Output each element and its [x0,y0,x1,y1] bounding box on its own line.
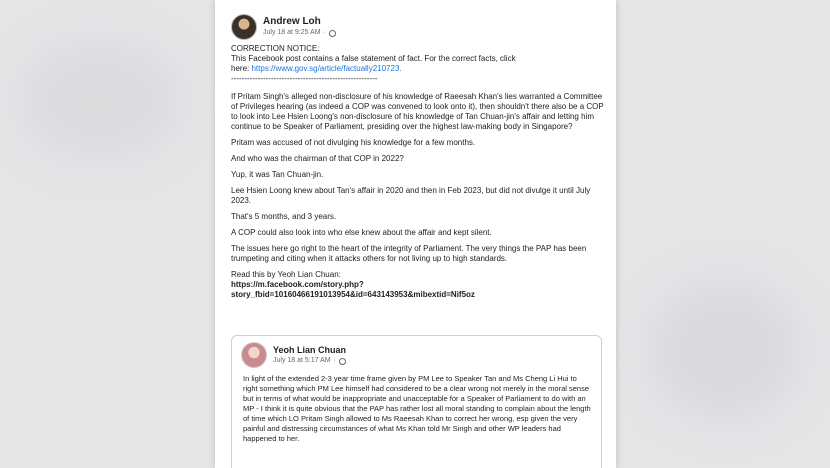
globe-icon [339,358,346,365]
post-paragraph: That's 5 months, and 3 years. [231,212,337,221]
post-paragraph: If Pritam Singh's alleged non-disclosure of his knowledge of Raeesah Khan's lies warranted a Committee of Privileges hearing (as indeed a COP was convened to look onto it), then shouldn't there also be a COP to look into Lee Hsien Loong's non-disclosure of his knowledge of Tan Chuan-jin's affair and letting him continue to be Speaker of Parliament, presiding over the highest law-making body in Singapore? [231,92,604,131]
globe-icon [329,30,336,37]
correction-line: This Facebook post contains a false statement of fact. For the correct facts, click [231,54,516,63]
shared-post[interactable] [231,335,602,468]
shared-author-avatar[interactable] [241,342,267,368]
post-paragraph: Yup, it was Tan Chuan-jin. [231,170,324,179]
shared-post-meta: July 18 at 5:17 AM · [273,356,346,366]
background-blur [20,40,180,160]
post-paragraph: And who was the chairman of that COP in 2022? [231,154,404,163]
shared-post-text: In light of the extended 2-3 year time frame given by PM Lee to Speaker Tan and Ms Cheng Li Hui to right something which PM Lee himself had considered to be a clear wrong not merely in the moral sense but in terms of what would be inappropriate and unacceptable for a Speaker of Parliament to do with an MP - I think it is quite obvious that the PAP has rather lost all moral standing to complain about the length of time which LO Pritam Singh allowed to Ms Raeesah Khan to correct her wrong, esp given the very painful and distressing circumstances of what Ms Khan told Mr Singh and other WP leaders had happened to her. [243,374,591,443]
post-body [231,44,605,306]
correction-link[interactable]: https://www.gov.sg/article/factually210723. [251,64,402,73]
author-avatar[interactable] [231,14,257,40]
background-blur [650,280,800,420]
post-timestamp[interactable]: July 18 at 9:25 AM [263,29,321,36]
correction-here: here: [231,64,250,73]
post-paragraph: A COP could also look into who else knew about the affair and kept silent. [231,228,492,237]
read-this-label: Read this by Yeoh Lian Chuan: [231,270,341,279]
post-paragraph: Lee Hsien Loong knew about Tan's affair in 2020 and then in Feb 2023, but did not divulge it until July 2023. [231,186,591,205]
facebook-post-card [215,0,616,468]
author-name[interactable]: Andrew Loh [263,16,321,27]
shared-author-name[interactable]: Yeoh Lian Chuan [273,345,347,355]
divider-line: ------------------------------------------------------- [231,74,378,83]
correction-title: CORRECTION NOTICE: [231,44,320,53]
read-link-line-1[interactable]: https://m.facebook.com/story.php? [231,280,364,289]
post-header [231,14,336,40]
post-paragraph: Pritam was accused of not divulging his knowledge for a few months. [231,138,476,147]
read-link-line-2[interactable]: story_fbid=10160466191013954&id=643143953&mibextid=Nif5oz [231,290,475,299]
shared-post-timestamp[interactable]: July 18 at 5:17 AM [273,357,331,364]
shared-post-header [241,342,346,368]
post-paragraph: The issues here go right to the heart of the integrity of Parliament. The very things the PAP has been trumpeting and citing when it attacks others for not living up to high standards. [231,244,587,263]
post-meta: July 18 at 9:25 AM · [263,28,336,38]
